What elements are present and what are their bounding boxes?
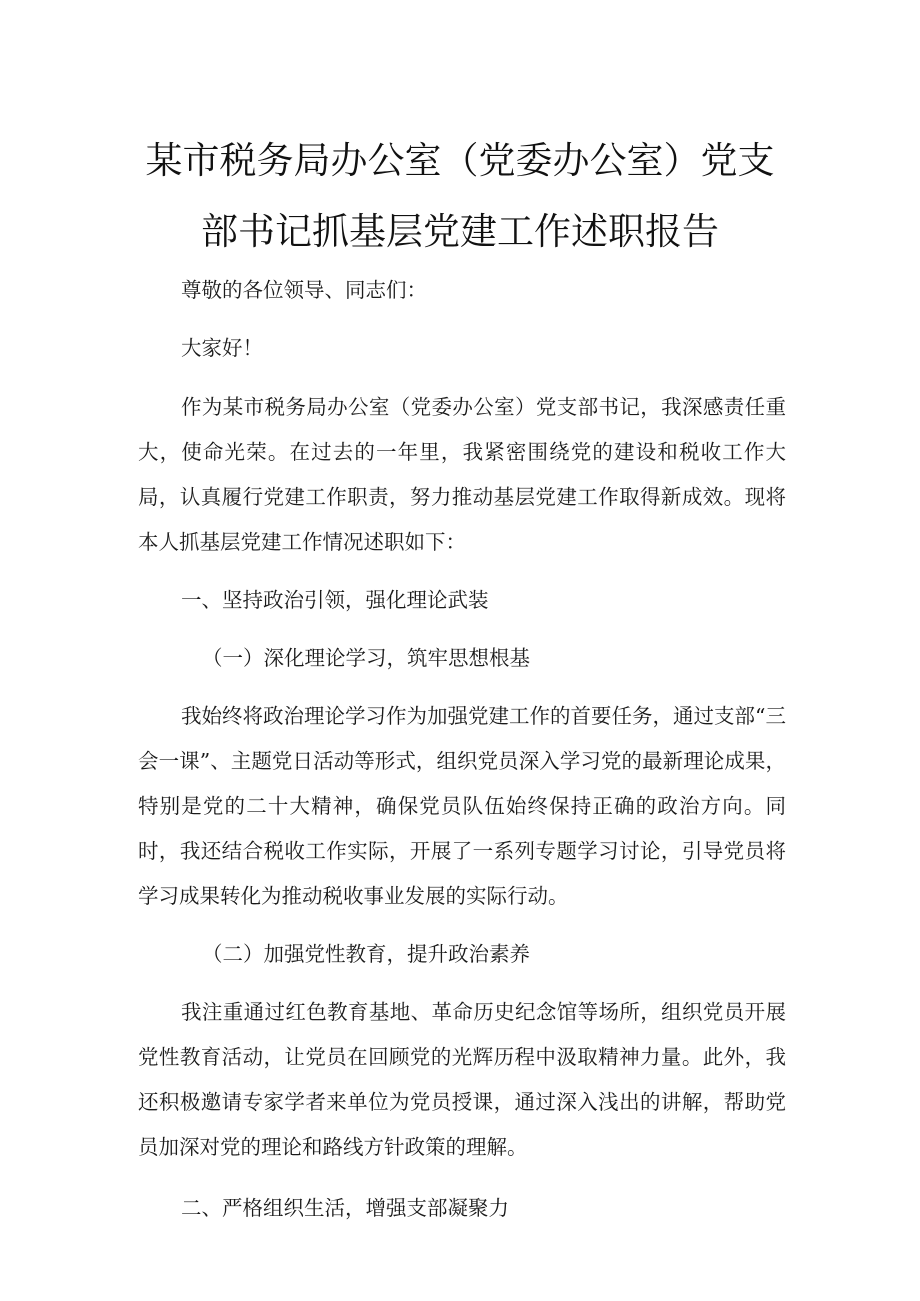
document-body [138, 268, 786, 1231]
salutation: 尊敬的各位领导、同志们： [181, 278, 427, 302]
section1-sub2-paragraph: 我注重通过红色教育基地、革命历史纪念馆等场所，组织党员开展党性教育活动，让党员在回顾党的光辉历程中汲取精神力量。此外，我还积极邀请专家学者来单位为党员授课，通过深入浅出的讲解，帮助党员加深对党的理论和路线方针政策的理解。 [138, 1000, 786, 1159]
document-title-line1: 某市税务局办公室（党委办公室）党支 [145, 139, 775, 182]
section1-heading: 一、坚持政治引领，强化理论武装 [181, 588, 489, 612]
greeting: 大家好！ [181, 336, 263, 360]
section1-sub1-paragraph: 我始终将政治理论学习作为加强党建工作的首要任务，通过支部“三会一课”、主题党日活动等形式，组织党员深入学习党的最新理论成果，特别是党的二十大精神，确保党员队伍始终保持正确的政治方向。同时，我还结合税收工作实际，开展了一系列专题学习讨论，引导党员将学习成果转化为推动税收事业发展的实际行动。 [138, 704, 786, 908]
section2-heading: 二、严格组织生活，增强支部凝聚力 [181, 1196, 509, 1220]
document-title-line2: 部书记抓基层党建工作述职报告 [201, 210, 719, 253]
intro-paragraph: 作为某市税务局办公室（党委办公室）党支部书记，我深感责任重大，使命光荣。在过去的一年里，我紧密围绕党的建设和税收工作大局，认真履行党建工作职责，努力推动基层党建工作取得新成效。现将本人抓基层党建工作情况述职如下： [138, 395, 786, 554]
section1-sub1-heading: （一）深化理论学习，筑牢思想根基 [202, 646, 530, 670]
section1-sub2-heading: （二）加强党性教育，提升政治素养 [202, 942, 530, 966]
